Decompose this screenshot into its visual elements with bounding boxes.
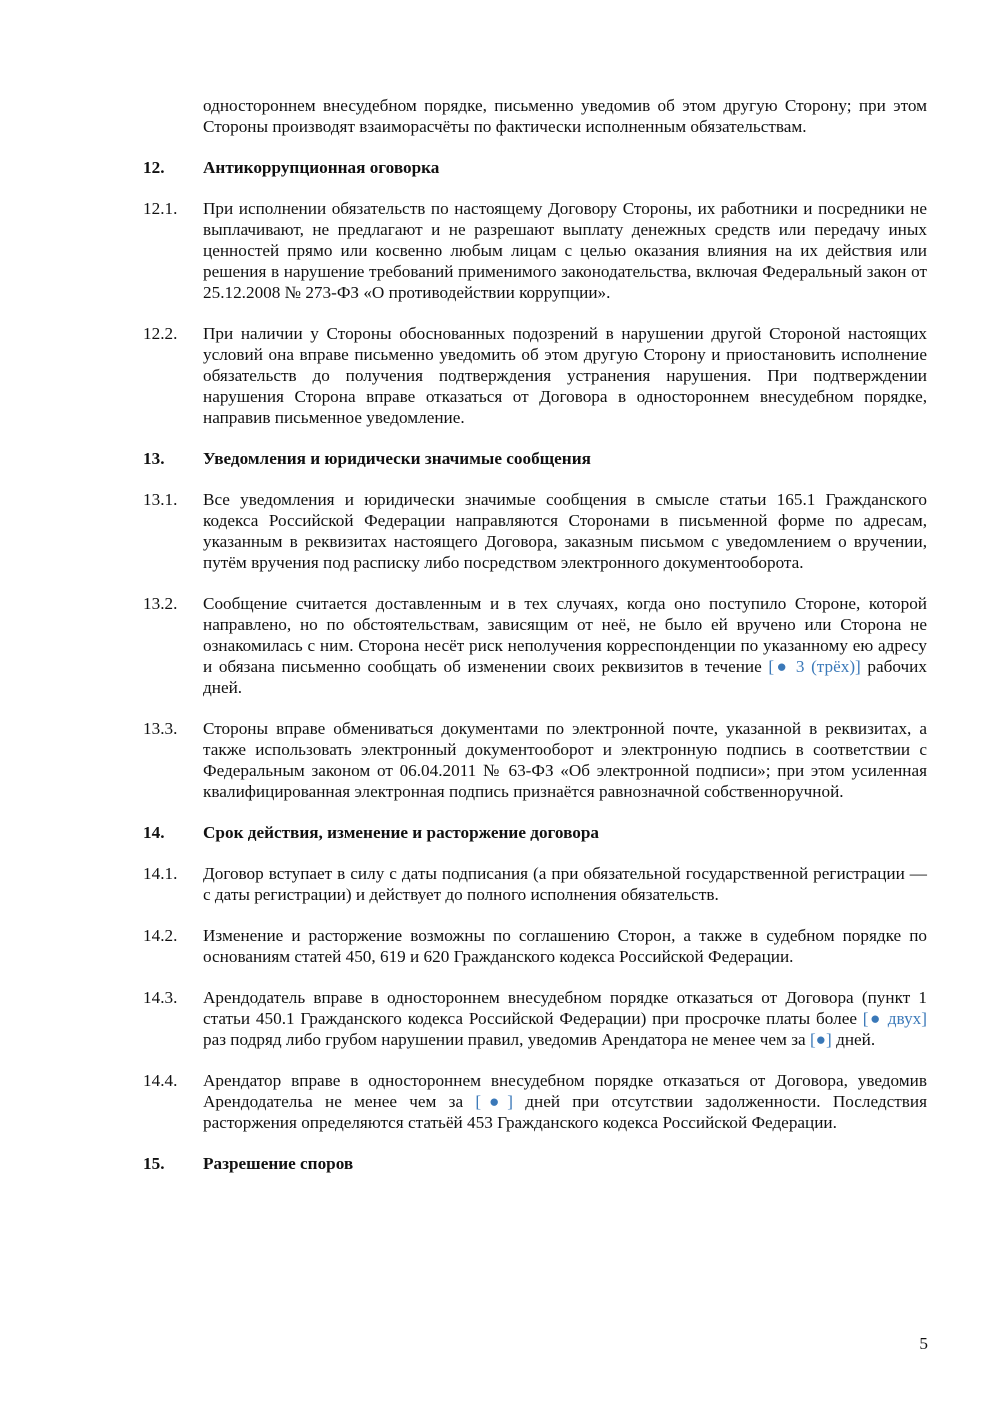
section-title: Уведомления и юридически значимые сообщения bbox=[203, 449, 591, 468]
clause-text: Изменение и расторжение возможны по соглашению Сторон, а также в судебном порядке по основаниям статей 450, 619 и 620 Гражданского кодекса Российской Федерации. bbox=[203, 926, 927, 966]
clause-number: 14.1. bbox=[143, 864, 178, 883]
section-title: Антикоррупционная оговорка bbox=[203, 158, 440, 177]
clause-text-before: Сообщение считается доставленным и в тех случаях, когда оно поступило Стороне, которой направлено, но по обстоятельствам, зависящим от неё, не было ей вручено или Сторона не ознакомилась с ним. Сторона несёт риск неполучения корреспонденции по указанному ею адресу и обязана письменно сообщать об изменении своих реквизитов в течение bbox=[203, 594, 927, 676]
clause-number: 14.3. bbox=[143, 988, 178, 1007]
placeholder-field: [● двух] bbox=[862, 1009, 927, 1028]
section-title: Разрешение споров bbox=[203, 1154, 354, 1173]
section-heading-12 bbox=[143, 157, 927, 178]
section-title: Срок действия, изменение и расторжение договора bbox=[203, 823, 599, 842]
section-number: 15. bbox=[143, 1154, 165, 1173]
placeholder-field: [●] bbox=[809, 1030, 832, 1049]
clause-text-after: дней. bbox=[831, 1030, 876, 1049]
clause-text bbox=[203, 1070, 927, 1133]
section-heading-14 bbox=[143, 822, 927, 843]
clause-text bbox=[203, 987, 927, 1050]
clause-text bbox=[203, 593, 927, 698]
section-heading-13 bbox=[143, 448, 927, 469]
clause-text-after: дней при отсутствии задолженности. Последствия расторжения определяются статьёй 453 Гражданского кодекса Российской Федерации. bbox=[203, 1092, 927, 1132]
section-heading-15 bbox=[143, 1153, 927, 1174]
section-number: 13. bbox=[143, 449, 165, 468]
clause-12-1 bbox=[143, 198, 927, 303]
clause-13-3 bbox=[143, 718, 927, 802]
clause-text-before: Арендатор вправе в одностороннем внесудебном порядке отказаться от Договора, уведомив Арендодательа не менее чем за bbox=[203, 1071, 927, 1111]
clause-number: 12.1. bbox=[143, 199, 178, 218]
clause-text-before: Арендодатель вправе в одностороннем внесудебном порядке отказаться от Договора (пункт 1 статьи 450.1 Гражданского кодекса Российской Федерации) при просрочке платы более bbox=[203, 988, 927, 1028]
clause-14-1 bbox=[143, 863, 927, 905]
clause-13-2 bbox=[143, 593, 927, 698]
document-body bbox=[143, 95, 927, 1194]
clause-14-2 bbox=[143, 925, 927, 967]
placeholder-field: [● 3 (трёх)] bbox=[768, 657, 861, 676]
clause-number: 12.2. bbox=[143, 324, 178, 343]
clause-text: Договор вступает в силу с даты подписания (а при обязательной государственной регистрации — с даты регистрации) и действует до полного исполнения обязательств. bbox=[203, 864, 927, 904]
clause-number: 13.2. bbox=[143, 594, 178, 613]
clause-14-4 bbox=[143, 1070, 927, 1133]
clause-text: Стороны вправе обмениваться документами по электронной почте, указанной в реквизитах, а также использовать электронный документооборот и электронную подпись в соответствии с Федеральным законом от 06.04.2011 № 63-ФЗ «Об электронной подписи»; при этом усиленная квалифицированная электронная подпись признаётся равнозначной собственноручной. bbox=[203, 719, 927, 801]
clause-number: 14.4. bbox=[143, 1071, 178, 1090]
clause-text: Все уведомления и юридически значимые сообщения в смысле статьи 165.1 Гражданского кодекса Российской Федерации направляются Сторонами в письменной форме по адресам, указанным в реквизитах настоящего Договора, заказным письмом с уведомлением о вручении, путём вручения под расписку либо посредством электронного документооборота. bbox=[203, 490, 927, 572]
clause-number: 13.1. bbox=[143, 490, 178, 509]
section-number: 12. bbox=[143, 158, 165, 177]
clause-14-3 bbox=[143, 987, 927, 1050]
clause-text-after: рабочих дней. bbox=[203, 657, 927, 697]
clause-text: При исполнении обязательств по настоящему Договору Стороны, их работники и посредники не выплачивают, не предлагают и не разрешают выплату денежных средств или передачу иных ценностей прямо или косвенно любым лицам с целью оказания влияния на их действия или решения в нарушение требований применимого законодательства, включая Федеральный закон от 25.12.2008 № 273-ФЗ «О противодействии коррупции». bbox=[203, 199, 927, 302]
clause-text: При наличии у Стороны обоснованных подозрений в нарушении другой Стороной настоящих условий она вправе письменно уведомить об этом другую Сторону и приостановить исполнение обязательств до получения подтверждения устранения нарушения. При подтверждении нарушения Сторона вправе отказаться от Договора в одностороннем внесудебном порядке, направив письменное уведомление. bbox=[203, 324, 927, 427]
clause-number: 14.2. bbox=[143, 926, 178, 945]
page-number: 5 bbox=[919, 1334, 928, 1353]
continuation-paragraph: одностороннем внесудебном порядке, письменно уведомив об этом другую Сторону; при этом Стороны производят взаиморасчёты по фактически исполненным обязательствам. bbox=[203, 96, 927, 136]
clause-12-2 bbox=[143, 323, 927, 428]
clause-13-1 bbox=[143, 489, 927, 573]
section-number: 14. bbox=[143, 823, 165, 842]
placeholder-field: [●] bbox=[475, 1092, 514, 1111]
clause-text-middle: раз подряд либо грубом нарушении правил, уведомив Арендатора не менее чем за bbox=[203, 1030, 810, 1049]
clause-number: 13.3. bbox=[143, 719, 178, 738]
